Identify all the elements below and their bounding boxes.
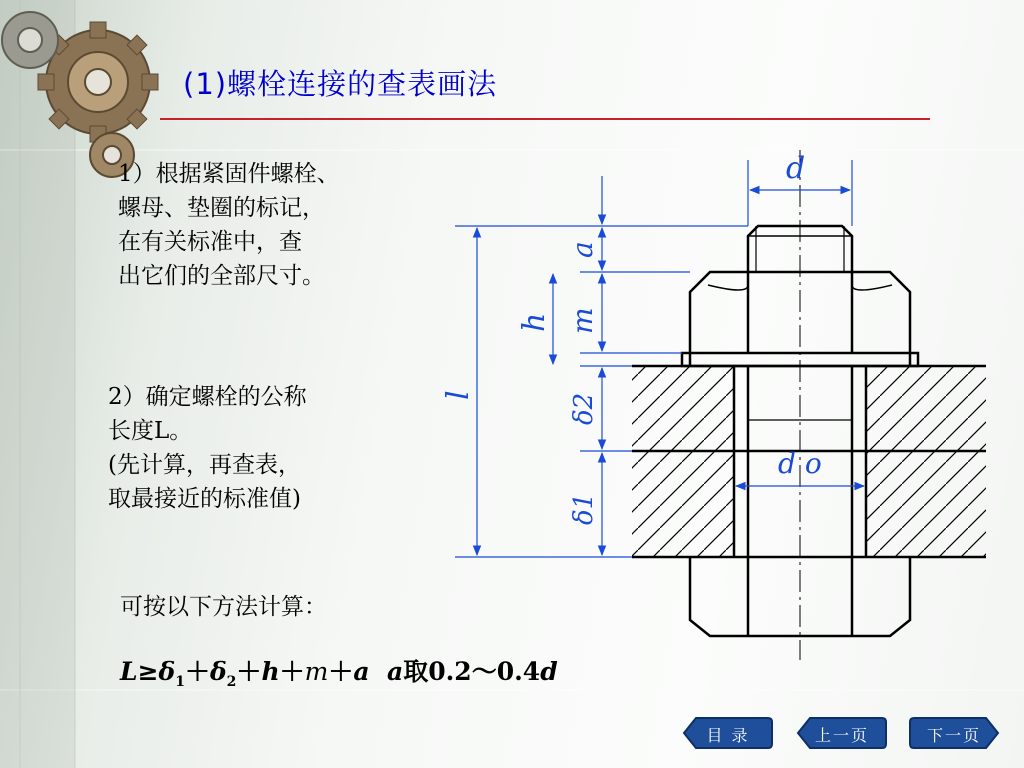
- next-page-button[interactable]: [908, 716, 1000, 750]
- dim-h: h: [517, 312, 552, 332]
- next-page-label: 下一页: [926, 726, 981, 745]
- toc-button-label: 目 录: [706, 726, 750, 745]
- dim-a: a: [566, 241, 599, 258]
- dim-m: m: [566, 307, 599, 334]
- step-2-text: 2）确定螺栓的公称 长度L。 (先计算，再查表， 取最接近的标准值): [108, 384, 307, 512]
- toc-button[interactable]: [682, 716, 774, 750]
- prev-page-label: 上一页: [814, 726, 869, 745]
- dim-delta2: δ2: [569, 392, 599, 425]
- bolt-connection-diagram: [430, 142, 1000, 672]
- page-title: (1)螺栓连接的查表画法: [183, 67, 498, 101]
- step-1-text: 1）根据紧固件螺栓、 螺母、垫圈的标记， 在有关标准中，查 出它们的全部尺寸。: [118, 161, 340, 289]
- dim-d: d: [786, 151, 806, 186]
- dim-d0: d o: [778, 447, 822, 480]
- upper-plate: [632, 366, 986, 451]
- title-divider: [160, 118, 930, 120]
- dim-delta1: δ1: [569, 492, 599, 525]
- length-formula: $L\ge\delta_1+\delta_2+h+m+a$ a取0.2～0.4d: [120, 657, 558, 690]
- prev-page-button[interactable]: [796, 716, 888, 750]
- calculation-intro: 可按以下方法计算：: [120, 594, 327, 620]
- dim-l: l: [441, 390, 476, 400]
